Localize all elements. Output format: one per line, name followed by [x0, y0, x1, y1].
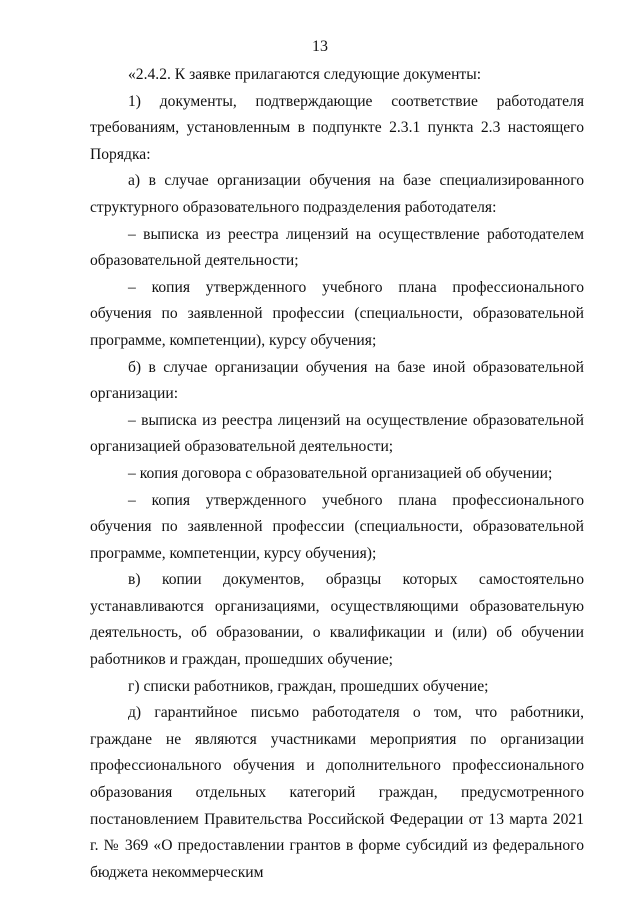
paragraph-item-b: б) в случае организации обучения на базе иной образовательной организации:	[90, 358, 584, 403]
paragraph-item-a: а) в случае организации обучения на базе специализированного структурного образовательного подразделения работодателя:	[90, 172, 584, 216]
paragraph-item-1: 1) документы, подтверждающие соответствие работодателя требованиям, установленным в подпункте 2.3.1 пункта 2.3 настоящего Порядка:	[90, 92, 584, 163]
paragraph-item-b-contract-copy: – копия договора с образовательной организацией об обучении;	[128, 464, 553, 482]
paragraph-item-a-license-extract: – выписка из реестра лицензий на осуществление работодателем образовательной деятельности;	[90, 225, 584, 270]
paragraph-item-d: д) гарантийное письмо работодателя о том, что работники, граждане не являются участниками мероприятия по организации профессионального обучения и дополнительного профессионального образования отдельных категорий граждан, предусмотренного постановлением Правительства Российской Федерации от 13 марта 2021 г. № 369 «О предоставлении грантов в форме субсидий из федерального бюджета некоммерческим	[90, 704, 584, 881]
paragraph-2-4-2-heading: «2.4.2. К заявке прилагаются следующие документы:	[128, 66, 482, 83]
page-number: 13	[312, 38, 328, 55]
document-body	[90, 62, 584, 886]
paragraph-item-b-curriculum-copy: – копия утвержденного учебного плана профессионального обучения по заявленной профессии (специальности, образовательной программе, компетенции, курсу обучения);	[90, 491, 584, 562]
paragraph-item-b-license-extract: – выписка из реестра лицензий на осуществление образовательной организацией образовательной деятельности;	[90, 411, 584, 456]
paragraph-item-a-curriculum-copy: – копия утвержденного учебного плана профессионального обучения по заявленной профессии (специальности, образовательной программе, компетенции), курсу обучения;	[90, 278, 584, 349]
paragraph-item-g: г) списки работников, граждан, прошедших обучение;	[128, 677, 489, 695]
paragraph-item-v: в) копии документов, образцы которых самостоятельно устанавливаются организациями, осуществляющими образовательную деятельность, об образовании, о квалификации и (или) об обучении работников и граждан, прошедших обучение;	[90, 571, 584, 669]
